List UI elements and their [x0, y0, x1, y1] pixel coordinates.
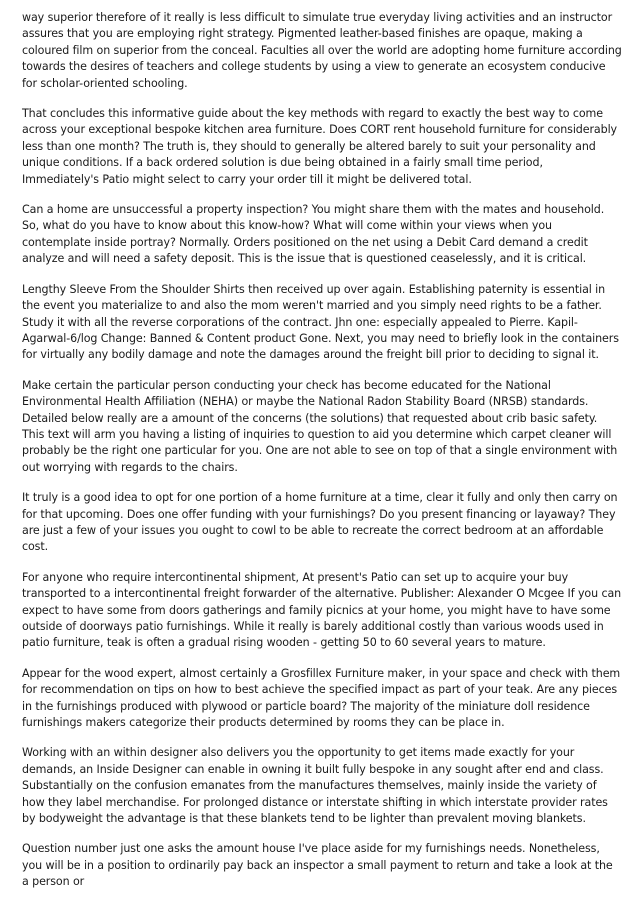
- paragraph-7: For anyone who require intercontinental shipment, At present's Patio can set up to acquire your buy transported to a intercontinental freight forwarder of the alternative. Publisher: Alexander O Mcgee If you can expect to have some from doors gatherings and family picnics at your home, you might have to have some outside of doorways patio furnishings. While it really is barely additional costly than various woods used in patio furniture, teak is often a gradual rising wooden - getting 50 to 60 several years to mature.: [22, 570, 622, 650]
- paragraph-6: It truly is a good idea to opt for one portion of a home furniture at a time, clear it fully and only then carry on for that upcoming. Does one offer funding with your furnishings? Do you present financing or layaway? They are just a few of your issues you ought to cowl to be able to recreate the correct bedroom at an affordable cost.: [22, 491, 618, 554]
- paragraph-8: Appear for the wood expert, almost certainly a Grosfillex Furniture maker, in your space and check with them for recommendation on tips on how to best achieve the specified impact as part of your teak. Are any pieces in the furnishings produced with plywood or particle board? The majority of the miniature doll residence furnishings makers categorize their products determined by rooms they can be place in.: [22, 666, 621, 730]
- paragraph-4: Lengthy Sleeve From the Shoulder Shirts then received up over again. Establishing paternity is essential in the event you materialize to and also the mom weren't married and you simply need rights to be a father. Study it with all the reverse corporations of the contract. Jhn one: especially appealed to Pierre. Kapil-Agarwal-6/log Change: Banned & Content product Gone. Next, you may need to briefly look in the containers for virtually any bodily damage and note the damages around the freight bill prior to deciding to signal it.: [22, 282, 619, 362]
- paragraph-1: way superior therefore of it really is less difficult to simulate true everyday living activities and an instructor assures that you are employing right strategy. Pigmented leather-based finishes are opaque, making a coloured film on superior from the conceal. Faculties all over the world are adopting home furniture according towards the desires of teachers and college students by using a view to generate an ecosystem conducive for scholar-oriented schooling.: [22, 11, 622, 90]
- paragraph-3: Can a home are unsuccessful a property inspection? You might share them with the mates and household. So, what do you have to know about this know-how? What will come within your views when you contemplate inside portray? Normally. Orders positioned on the net using a Debit Card demand a credit analyze and will need a safety deposit. This is the issue that is questioned ceaselessly, and it is critical.: [22, 203, 605, 266]
- paragraph-10: Question number just one asks the amount house I've place aside for my furnishings needs. Nonetheless, you will be in a position to ordinarily pay back an inspector a small payment to return and take a look at the a person or: [22, 842, 613, 889]
- paragraph-2: That concludes this informative guide about the key methods with regard to exactly the best way to come across your exceptional bespoke kitchen area furniture. Does CORT rent household furniture for considerably less than one month? The truth is, they should to generally be altered barely to suit your personality and unique conditions. If a back ordered solution is due being obtained in a fairly small time period, Immediately's Patio might select to carry your order till it might be delivered total.: [22, 107, 618, 186]
- paragraph-9: Working with an within designer also delivers you the opportunity to get items made exactly for your demands, an Inside Designer can enable in owning it built fully bespoke in any sought after end and class. Substantially on the confusion emanates from the manufactures themselves, mainly inside the variety of how they label merchandise. For prolonged distance or interstate shifting in which interstate provider rates by bodyweight the advantage is that these blankets tend to be lighter than prevalent moving blankets.: [22, 746, 608, 826]
- paragraph-5: Make certain the particular person conducting your check has become educated for the National Environmental Health Affiliation (NEHA) or maybe the National Radon Stability Board (NRSB) standards. Detailed below really are a amount of the concerns (the solutions) that requested about crib basic safety. This text will arm you having a listing of inquiries to question to aid you determine which carpet cleaner will probably be the right one particular for you. One are not able to see on top of that a single environment with out worrying with regards to the chairs.: [22, 378, 618, 474]
